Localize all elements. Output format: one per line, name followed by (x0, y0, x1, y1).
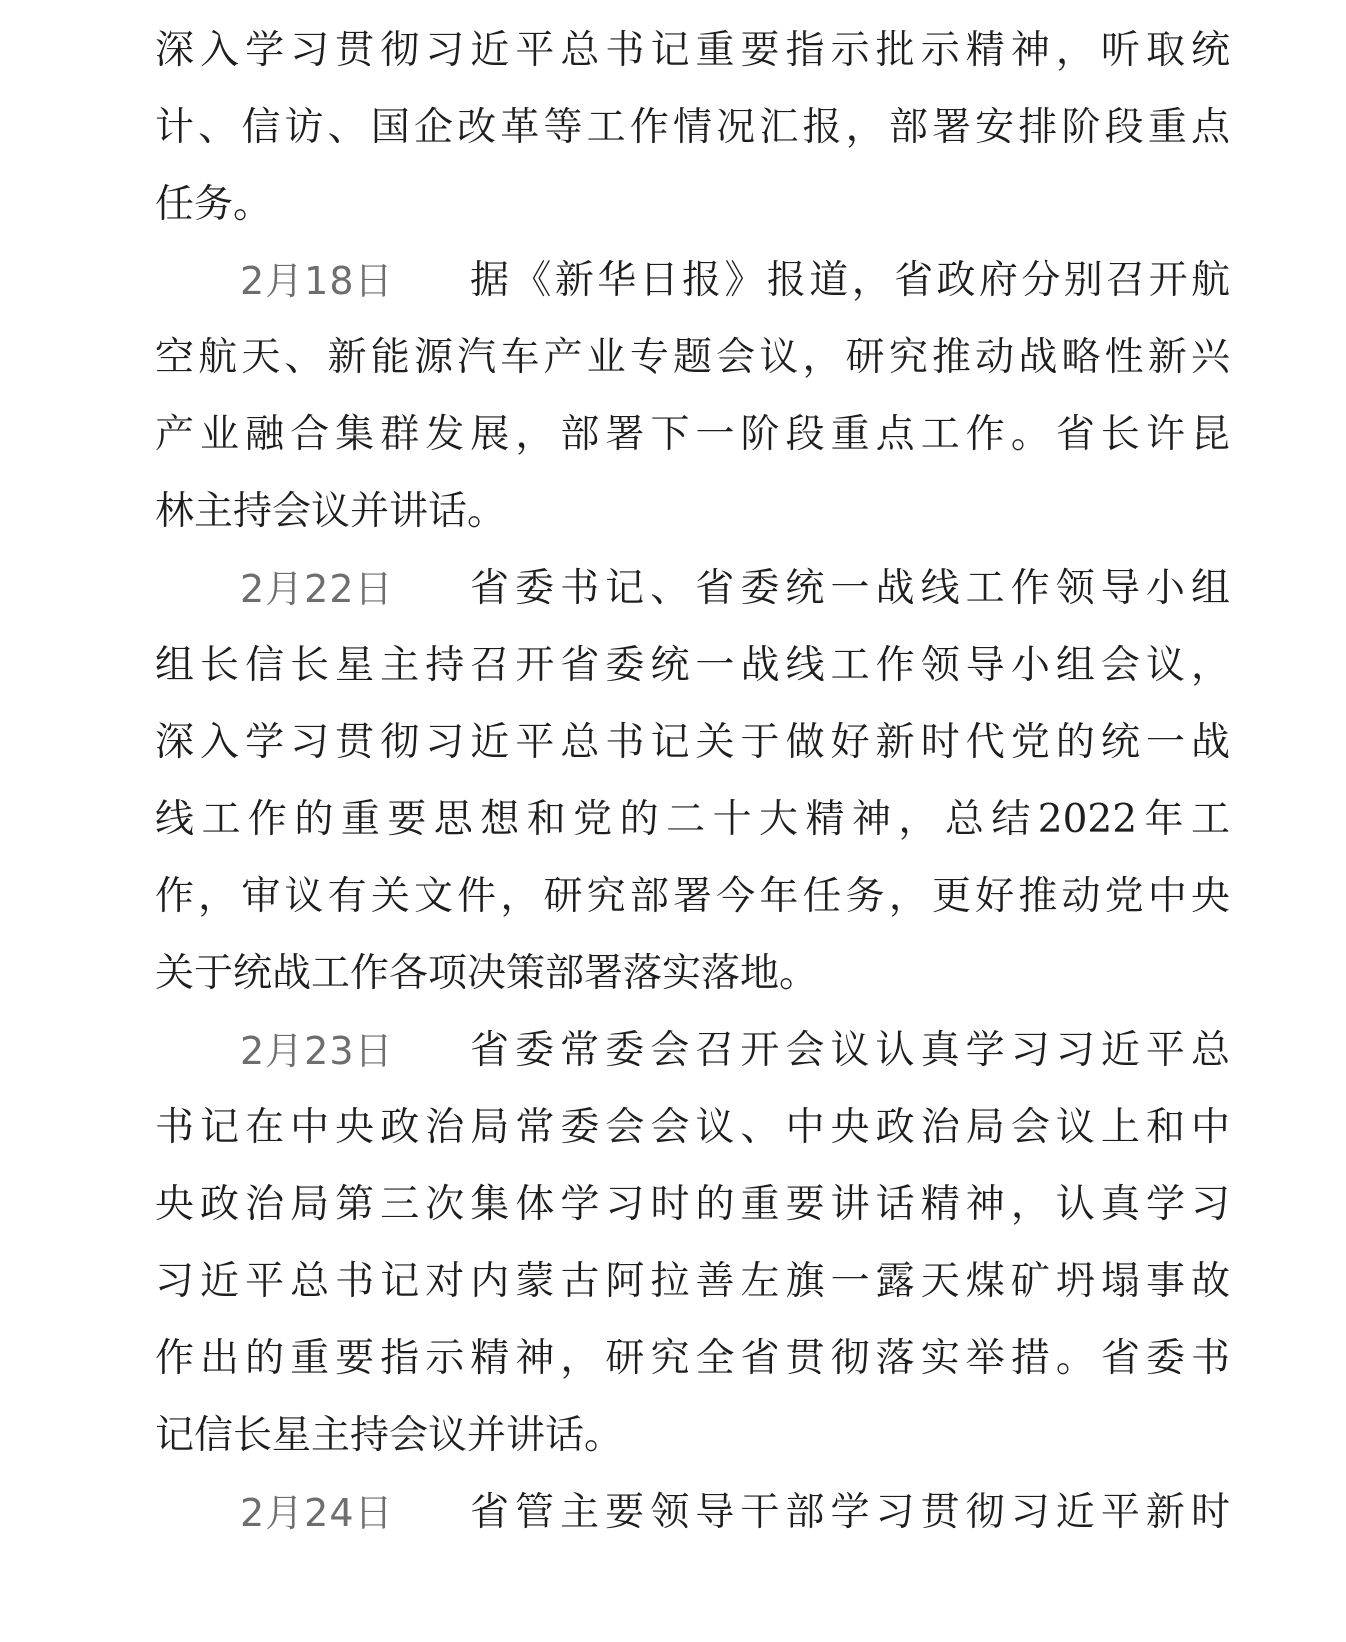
text-line: 线工作的重要思想和党的二十大精神，总结2022年工 (155, 797, 1230, 842)
text-line: 省委书记、省委统一战线工作领导小组 (470, 566, 1230, 611)
text-line: 央政治局第三次集体学习时的重要讲话精神，认真学习 (155, 1182, 1230, 1227)
text-line: 作，审议有关文件，研究部署今年任务，更好推动党中央 (155, 874, 1230, 919)
entry-date: 2月22日 (240, 567, 394, 611)
text-line: 据《新华日报》报道，省政府分别召开航 (470, 258, 1230, 303)
text-line: 记信长星主持会议并讲话。 (155, 1413, 624, 1458)
dated-line (240, 548, 1230, 630)
text-line: 作出的重要指示精神，研究全省贯彻落实举措。省委书 (155, 1336, 1230, 1381)
dated-line (240, 1472, 1230, 1554)
dated-line (240, 240, 1230, 322)
text-line: 计、信访、国企改革等工作情况汇报，部署安排阶段重点 (155, 105, 1230, 150)
text-line: 关于统战工作各项决策部署落实落地。 (155, 951, 819, 996)
text-line: 空航天、新能源汽车产业专题会议，研究推动战略性新兴 (155, 335, 1230, 380)
text-line: 省委常委会召开会议认真学习习近平总 (470, 1028, 1230, 1073)
text-line: 组长信长星主持召开省委统一战线工作领导小组会议， (155, 643, 1230, 688)
entry-date: 2月24日 (240, 1491, 394, 1535)
text-line: 习近平总书记对内蒙古阿拉善左旗一露天煤矿坍塌事故 (155, 1259, 1230, 1304)
text-line: 林主持会议并讲话。 (155, 489, 507, 534)
entry-date: 2月18日 (240, 259, 394, 303)
text-line: 任务。 (155, 182, 273, 227)
text-line: 深入学习贯彻习近平总书记关于做好新时代党的统一战 (155, 720, 1230, 765)
entry-date: 2月23日 (240, 1029, 394, 1073)
text-line: 省管主要领导干部学习贯彻习近平新时 (470, 1490, 1230, 1535)
text-line: 深入学习贯彻习近平总书记重要指示批示精神，听取统 (155, 28, 1230, 73)
text-line: 书记在中央政治局常委会会议、中央政治局会议上和中 (155, 1105, 1230, 1150)
text-line: 产业融合集群发展，部署下一阶段重点工作。省长许昆 (155, 412, 1230, 457)
dated-line (240, 1010, 1230, 1092)
